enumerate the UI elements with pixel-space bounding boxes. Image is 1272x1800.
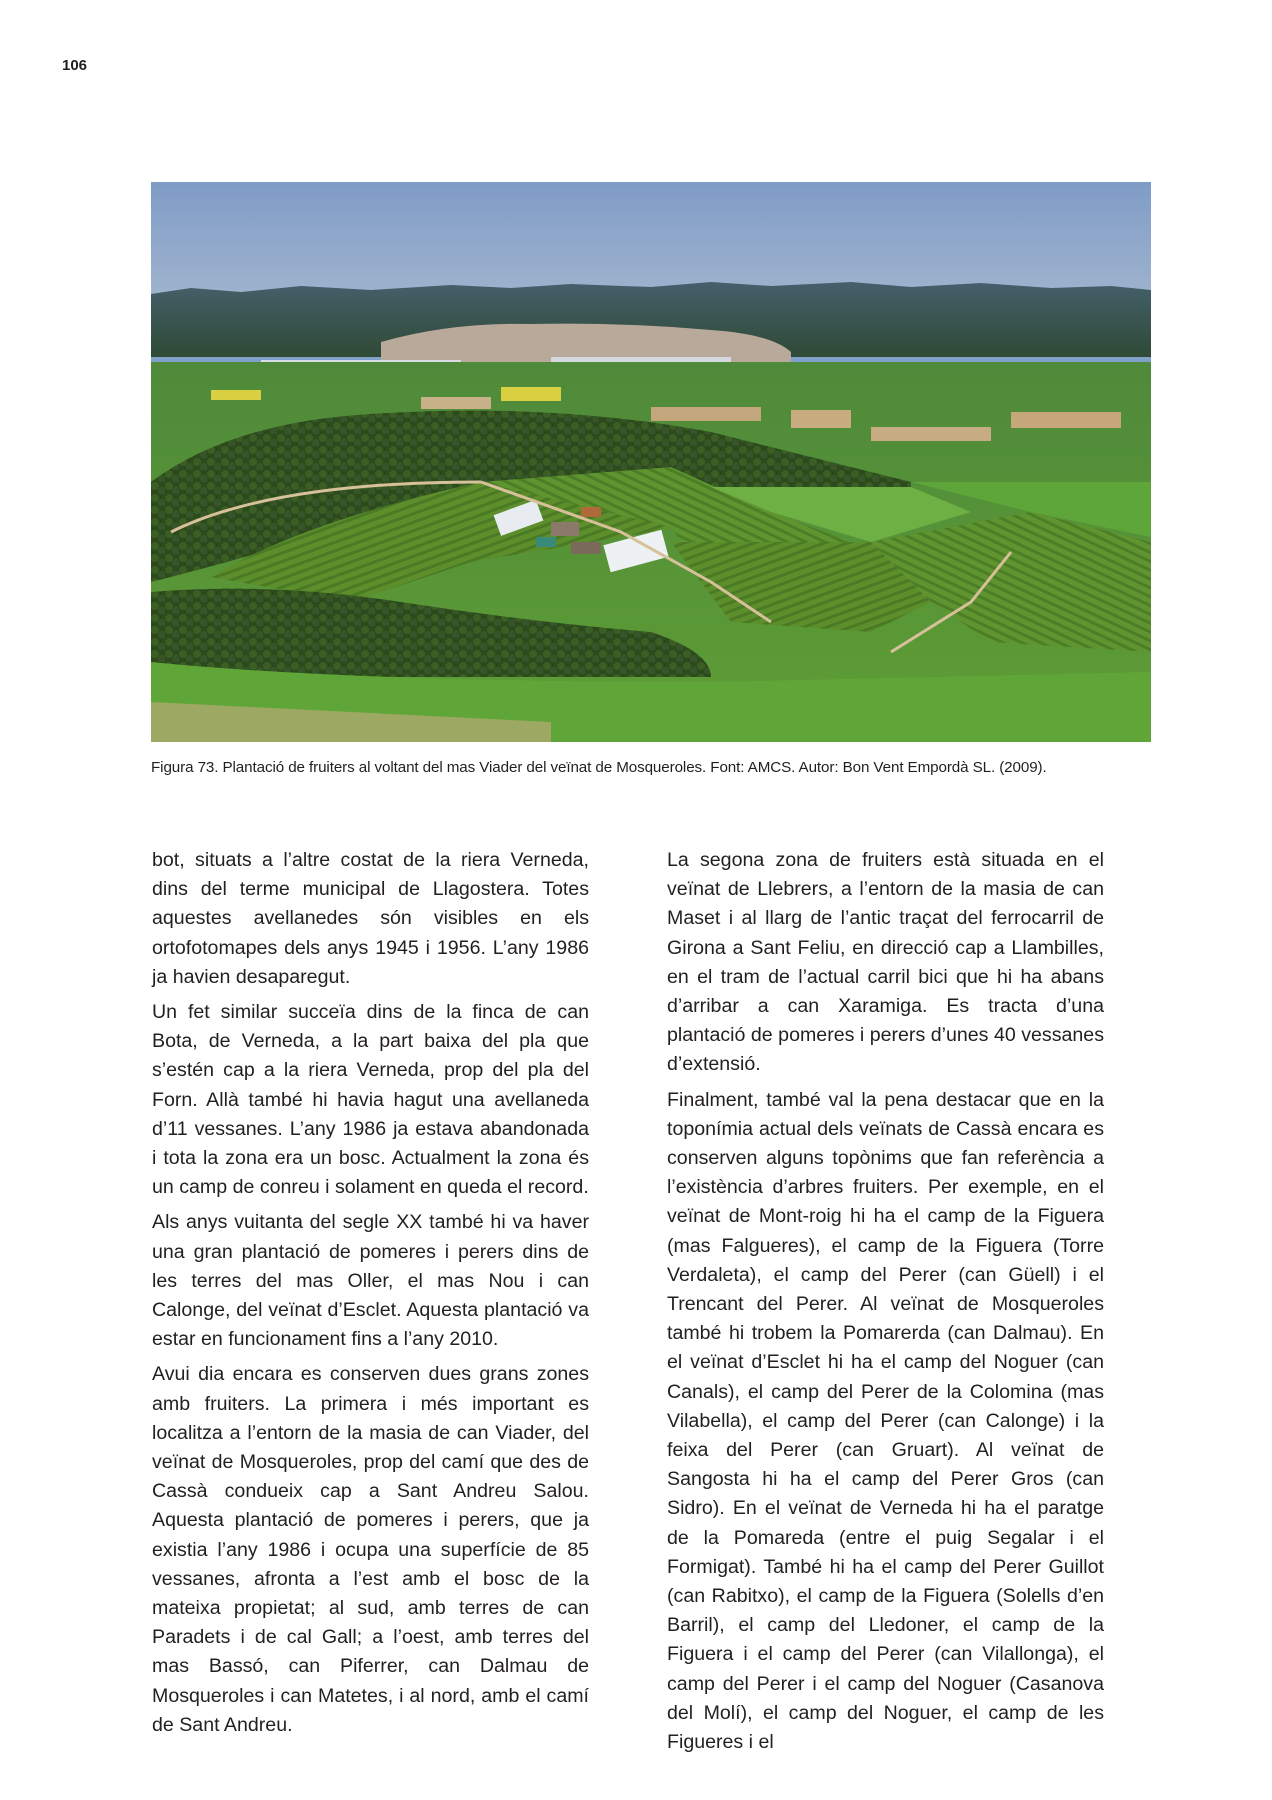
paragraph: Als anys vuitanta del segle XX també hi va haver una gran plantació de pomeres i perers dins de les terres del mas Oller, el mas Nou i can Calonge, del veïnat d’Esclet. Aquesta plantació va estar en funcionament fins a l’any 2010. bbox=[152, 1211, 589, 1351]
left-text-column bbox=[152, 846, 589, 1746]
paragraph: Un fet similar succeïa dins de la finca de can Bota, de Verneda, a la part baixa del pla que s’estén cap a la riera Verneda, prop del pla del Forn. Allà també hi havia hagut una avellaneda d’11 vessanes. L’any 1986 ja estava abandonada i tota la zona era un bosc. Actualment la zona és un camp de conreu i solament en queda el record. bbox=[152, 1001, 589, 1199]
aerial-photo bbox=[151, 182, 1151, 742]
paragraph: bot, situats a l’altre costat de la riera Verneda, dins del terme municipal de Llagostera. Totes aquestes avellanedes són visibles en els ortofotomapes dels anys 1945 i 1956. L’any 1986 ja havien desaparegut. bbox=[152, 849, 589, 988]
landscape-photo-illustration bbox=[151, 182, 1151, 742]
paragraph: Avui dia encara es conserven dues grans zones amb fruiters. La primera i més important es localitza a l’entorn de la masia de can Viader, del veïnat de Mosqueroles, prop del camí que des de Cassà condueix cap a Sant Andreu Salou. Aquesta plantació de pomeres i perers, que ja existia l’any 1986 i ocupa una superfície de 85 vessanes, afronta a l’est amb el bosc de la mateixa propietat; al sud, amb terres de can Paradets i de cal Gall; a l’oest, amb terres del mas Bassó, can Piferrer, can Dalmau de Mosqueroles i can Matetes, i al nord, amb el camí de Sant Andreu. bbox=[152, 1363, 589, 1736]
right-text-column bbox=[667, 846, 1104, 1763]
paragraph: La segona zona de fruiters està situada en el veïnat de Llebrers, a l’entorn de la masia de can Maset i al llarg de l’antic traçat del ferrocarril de Girona a Sant Feliu, en direcció cap a Llambilles, en el tram de l’actual carril bici que hi ha abans d’arribar a can Xaramiga. Es tracta d’una plantació de pomeres i perers d’unes 40 vessanes d’extensió. bbox=[667, 849, 1104, 1076]
paragraph: Finalment, també val la pena destacar que en la toponímia actual dels veïnats de Cassà encara es conserven alguns topònims que fan referència a l’existència d’arbres fruiters. Per exemple, en el veïnat de Mont-roig hi ha el camp de la Figuera (mas Falgueres), el camp de la Figuera (Torre Verdaleta), el camp del Perer (can Güell) i el Trencant del Perer. Al veïnat de Mosqueroles també hi trobem la Pomarerda (can Dalmau). En el veïnat d’Esclet hi ha el camp del Noguer (can Canals), el camp del Perer de la Colomina (mas Vilabella), el camp del Perer (can Calonge) i la feixa del Perer (can Gruart). Al veïnat de Sangosta hi ha el camp del Perer Gros (can Sidro). En el veïnat de Verneda hi ha el paratge de la Pomareda (entre el puig Segalar i el Formigat). També hi ha el camp del Perer Guillot (can Rabitxo), el camp de la Figuera (Solells d’en Barril), el camp del Lledoner, el camp de la Figuera i el camp del Perer (can Vilallonga), el camp del Perer i el camp del Noguer (Casanova del Molí), el camp del Noguer, el camp de les Figueres i el bbox=[667, 1088, 1104, 1754]
figure-caption: Figura 73. Plantació de fruiters al voltant del mas Viader del veïnat de Mosqueroles. Font: AMCS. Autor: Bon Vent Empordà SL. (2009). bbox=[151, 759, 1047, 776]
page-number: 106 bbox=[62, 57, 88, 74]
